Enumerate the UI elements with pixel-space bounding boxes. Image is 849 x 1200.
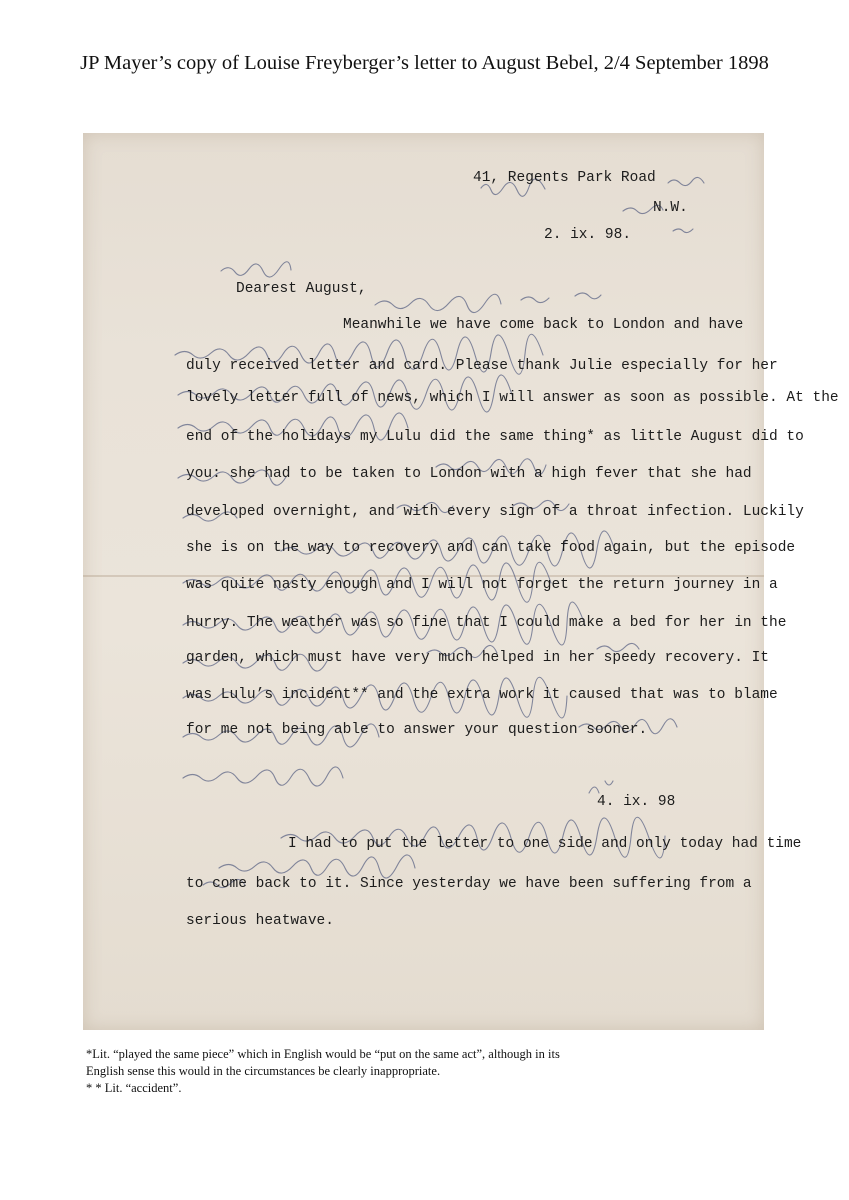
date-2: 4. ix. 98 (597, 794, 676, 810)
address-line-2: N.W. (653, 200, 688, 216)
paragraph-1-line: lovely letter full of news, which I will answer as soon as possible. At the (186, 390, 839, 406)
salutation: Dearest August, (236, 281, 367, 297)
paragraph-2-line: serious heatwave. (186, 913, 334, 929)
date-1: 2. ix. 98. (544, 227, 632, 243)
paragraph-1-line: Meanwhile we have come back to London and have (343, 317, 744, 333)
footnotes (86, 1046, 766, 1097)
paragraph-1-line: was Lulu’s incident** and the extra work it caused that was to blame (186, 687, 778, 703)
paragraph-1-line: developed overnight, and with every sign of a throat infection. Luckily (186, 504, 804, 520)
paragraph-1-line: end of the holidays my Lulu did the same thing* as little August did to (186, 429, 804, 445)
paragraph-2-line: I had to put the letter to one side and only today had time (288, 836, 802, 852)
paragraph-1-line: for me not being able to answer your question sooner. (186, 722, 648, 738)
paragraph-1-line: duly received letter and card. Please thank Julie especially for her (186, 358, 778, 374)
address-line-1: 41, Regents Park Road (473, 170, 656, 186)
footnote-2: * * Lit. “accident”. (86, 1081, 182, 1095)
paragraph-1-line: was quite nasty enough and I will not forget the return journey in a (186, 577, 778, 593)
footnote-1-continued: English sense this would in the circumstances be clearly inappropriate. (86, 1064, 441, 1078)
paragraph-1-line: garden, which must have very much helped in her speedy recovery. It (186, 650, 769, 666)
paragraph-2-line: to come back to it. Since yesterday we have been suffering from a (186, 876, 752, 892)
footnote-1: *Lit. “played the same piece” which in English would be “put on the same act”, although in its (86, 1047, 560, 1061)
page-caption: JP Mayer’s copy of Louise Freyberger’s letter to August Bebel, 2/4 September 1898 (80, 52, 769, 74)
paragraph-1-line: hurry. The weather was so fine that I could make a bed for her in the (186, 615, 787, 631)
paragraph-1-line: she is on the way to recovery and can take food again, but the episode (186, 540, 796, 556)
letter-scan (83, 133, 839, 1030)
paragraph-1-line: you: she had to be taken to London with a high fever that she had (186, 466, 752, 482)
